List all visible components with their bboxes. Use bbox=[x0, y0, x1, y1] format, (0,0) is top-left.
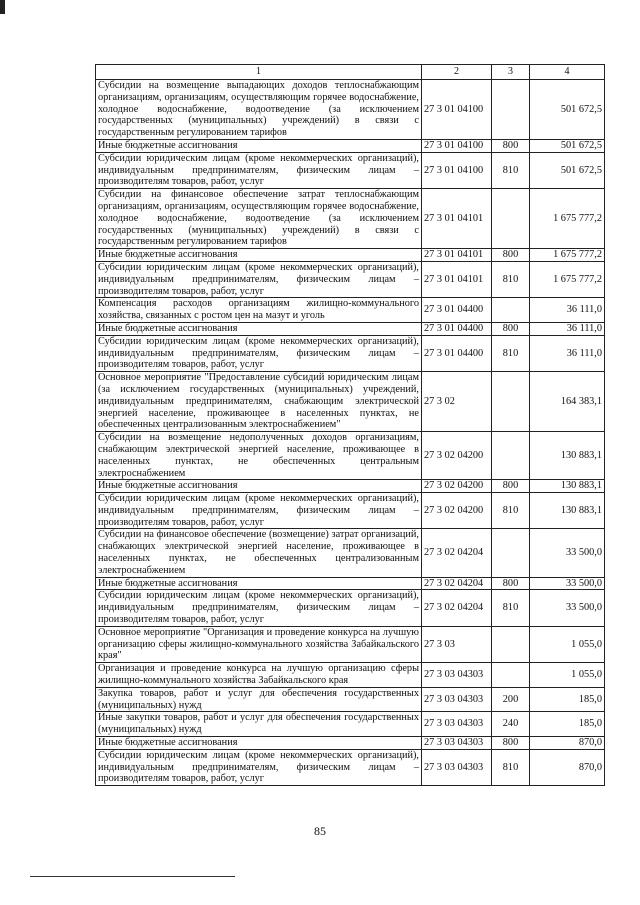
row-amount-cell: 185,0 bbox=[530, 712, 605, 737]
table-row bbox=[96, 529, 605, 577]
row-name-cell: Основное мероприятие "Предоставление субсидий юридическим лицам (за исключением государственных (муниципальных) учреждений, индивидуальным предпринимателям, снабжающим электрической энергией население, проживающее в населенных пунктах, не обеспеченных централизованным электроснабжением" bbox=[96, 372, 422, 432]
table-row bbox=[96, 152, 605, 188]
table-row bbox=[96, 432, 605, 480]
row-code-cell: 27 3 01 04400 bbox=[422, 322, 492, 335]
row-code-cell: 27 3 01 04101 bbox=[422, 249, 492, 262]
header-col-name: 1 bbox=[96, 65, 422, 80]
row-expense-type-cell: 810 bbox=[492, 261, 530, 297]
row-name-cell: Субсидии юридическим лицам (кроме некоммерческих организаций), индивидуальным предпринимателям, физическим лицам – производителям товаров, работ, услуг bbox=[96, 749, 422, 785]
row-expense-type-cell: 800 bbox=[492, 737, 530, 750]
table-row bbox=[96, 322, 605, 335]
row-expense-type-cell: 800 bbox=[492, 139, 530, 152]
row-name-cell: Субсидии юридическим лицам (кроме некоммерческих организаций), индивидуальным предпринимателям, физическим лицам – производителям товаров, работ, услуг bbox=[96, 152, 422, 188]
table-row bbox=[96, 480, 605, 493]
row-name-cell: Иные бюджетные ассигнования bbox=[96, 139, 422, 152]
table-row bbox=[96, 80, 605, 140]
row-amount-cell: 130 883,1 bbox=[530, 480, 605, 493]
row-amount-cell: 36 111,0 bbox=[530, 298, 605, 323]
row-code-cell: 27 3 03 04303 bbox=[422, 749, 492, 785]
row-name-cell: Иные бюджетные ассигнования bbox=[96, 577, 422, 590]
row-expense-type-cell: 800 bbox=[492, 249, 530, 262]
row-code-cell: 27 3 02 04204 bbox=[422, 590, 492, 626]
table-row bbox=[96, 335, 605, 371]
row-amount-cell: 130 883,1 bbox=[530, 493, 605, 529]
header-col-expense-type: 3 bbox=[492, 65, 530, 80]
row-code-cell: 27 3 02 04204 bbox=[422, 577, 492, 590]
table-row bbox=[96, 249, 605, 262]
row-amount-cell: 130 883,1 bbox=[530, 432, 605, 480]
row-amount-cell: 870,0 bbox=[530, 737, 605, 750]
row-code-cell: 27 3 03 04303 bbox=[422, 712, 492, 737]
row-expense-type-cell: 800 bbox=[492, 322, 530, 335]
row-expense-type-cell: 810 bbox=[492, 749, 530, 785]
row-name-cell: Иные закупки товаров, работ и услуг для обеспечения государственных (муниципальных) нужд bbox=[96, 712, 422, 737]
row-expense-type-cell bbox=[492, 80, 530, 140]
row-amount-cell: 1 055,0 bbox=[530, 626, 605, 662]
page-number: 85 bbox=[314, 824, 326, 838]
footer-rule bbox=[30, 876, 235, 877]
row-name-cell: Субсидии юридическим лицам (кроме некоммерческих организаций), индивидуальным предпринимателям, физическим лицам – производителям товаров, работ, услуг bbox=[96, 493, 422, 529]
row-code-cell: 27 3 03 04303 bbox=[422, 663, 492, 688]
table-row bbox=[96, 663, 605, 688]
row-amount-cell: 1 675 777,2 bbox=[530, 249, 605, 262]
row-amount-cell: 185,0 bbox=[530, 687, 605, 712]
row-expense-type-cell: 800 bbox=[492, 480, 530, 493]
row-code-cell: 27 3 01 04400 bbox=[422, 298, 492, 323]
row-expense-type-cell: 200 bbox=[492, 687, 530, 712]
row-code-cell: 27 3 02 04200 bbox=[422, 493, 492, 529]
row-code-cell: 27 3 01 04400 bbox=[422, 335, 492, 371]
table-row bbox=[96, 261, 605, 297]
row-name-cell: Иные бюджетные ассигнования bbox=[96, 737, 422, 750]
row-amount-cell: 870,0 bbox=[530, 749, 605, 785]
row-amount-cell: 1 055,0 bbox=[530, 663, 605, 688]
row-amount-cell: 501 672,5 bbox=[530, 152, 605, 188]
table-row bbox=[96, 298, 605, 323]
scan-edge-mark bbox=[0, 0, 5, 14]
row-code-cell: 27 3 03 bbox=[422, 626, 492, 662]
row-name-cell: Закупка товаров, работ и услуг для обеспечения государственных (муниципальных) нужд bbox=[96, 687, 422, 712]
row-name-cell: Субсидии на возмещение недополученных доходов организациям, снабжающим электрической энергией население, проживающее в населенных пунктах, не обеспеченных центральным электроснабжением bbox=[96, 432, 422, 480]
row-name-cell: Иные бюджетные ассигнования bbox=[96, 322, 422, 335]
row-amount-cell: 1 675 777,2 bbox=[530, 189, 605, 249]
row-name-cell: Организация и проведение конкурса на лучшую организацию сферы жилищно-коммунального хозяйства Забайкальского края bbox=[96, 663, 422, 688]
row-name-cell: Иные бюджетные ассигнования bbox=[96, 480, 422, 493]
row-name-cell: Субсидии на финансовое обеспечение (возмещение) затрат организаций, снабжающих электрической энергией население, проживающее в населенных пунктах, не обеспеченных централизованным электроснабжением bbox=[96, 529, 422, 577]
row-expense-type-cell bbox=[492, 298, 530, 323]
table-row bbox=[96, 626, 605, 662]
row-code-cell: 27 3 01 04100 bbox=[422, 80, 492, 140]
budget-table bbox=[95, 64, 605, 786]
row-name-cell: Субсидии юридическим лицам (кроме некоммерческих организаций), индивидуальным предпринимателям, физическим лицам – производителям товаров, работ, услуг bbox=[96, 261, 422, 297]
row-amount-cell: 33 500,0 bbox=[530, 590, 605, 626]
row-name-cell: Субсидии на финансовое обеспечение затрат теплоснабжающим организациям, организациям, осуществляющим горячее водоснабжение, холодное водоснабжение, водоотведение (за исключением государственных (муниципальных) учреждений) в связи с государственным регулированием тарифов bbox=[96, 189, 422, 249]
row-name-cell: Субсидии юридическим лицам (кроме некоммерческих организаций), индивидуальным предпринимателям, физическим лицам – производителям товаров, работ, услуг bbox=[96, 590, 422, 626]
row-expense-type-cell: 240 bbox=[492, 712, 530, 737]
row-name-cell: Основное мероприятие "Организация и проведение конкурса на лучшую организацию сферы жилищно-коммунального хозяйства Забайкальского края" bbox=[96, 626, 422, 662]
row-amount-cell: 501 672,5 bbox=[530, 80, 605, 140]
table-row bbox=[96, 687, 605, 712]
table-row bbox=[96, 189, 605, 249]
row-expense-type-cell bbox=[492, 663, 530, 688]
row-name-cell: Компенсация расходов организациям жилищно-коммунального хозяйства, связанных с ростом цен на мазут и уголь bbox=[96, 298, 422, 323]
row-code-cell: 27 3 01 04100 bbox=[422, 152, 492, 188]
row-code-cell: 27 3 03 04303 bbox=[422, 687, 492, 712]
row-name-cell: Иные бюджетные ассигнования bbox=[96, 249, 422, 262]
row-amount-cell: 501 672,5 bbox=[530, 139, 605, 152]
row-expense-type-cell: 800 bbox=[492, 577, 530, 590]
row-amount-cell: 33 500,0 bbox=[530, 529, 605, 577]
row-amount-cell: 36 111,0 bbox=[530, 335, 605, 371]
table-row bbox=[96, 737, 605, 750]
row-code-cell: 27 3 02 04200 bbox=[422, 480, 492, 493]
row-expense-type-cell: 810 bbox=[492, 590, 530, 626]
row-code-cell: 27 3 02 bbox=[422, 372, 492, 432]
row-amount-cell: 36 111,0 bbox=[530, 322, 605, 335]
header-row bbox=[96, 65, 605, 80]
row-amount-cell: 33 500,0 bbox=[530, 577, 605, 590]
row-amount-cell: 164 383,1 bbox=[530, 372, 605, 432]
row-code-cell: 27 3 03 04303 bbox=[422, 737, 492, 750]
header-col-amount: 4 bbox=[530, 65, 605, 80]
row-name-cell: Субсидии на возмещение выпадающих доходов теплоснабжающим организациям, организациям, осуществляющим горячее водоснабжение, холодное водоснабжение, водоотведение (за исключением государственных (муниципальных) учреждений) в связи с государственным регулированием тарифов bbox=[96, 80, 422, 140]
row-code-cell: 27 3 02 04204 bbox=[422, 529, 492, 577]
table-row bbox=[96, 590, 605, 626]
table-row bbox=[96, 139, 605, 152]
row-amount-cell: 1 675 777,2 bbox=[530, 261, 605, 297]
row-expense-type-cell bbox=[492, 372, 530, 432]
row-expense-type-cell: 810 bbox=[492, 493, 530, 529]
row-code-cell: 27 3 01 04101 bbox=[422, 261, 492, 297]
row-expense-type-cell: 810 bbox=[492, 152, 530, 188]
row-expense-type-cell bbox=[492, 529, 530, 577]
row-code-cell: 27 3 02 04200 bbox=[422, 432, 492, 480]
table-row bbox=[96, 372, 605, 432]
row-code-cell: 27 3 01 04100 bbox=[422, 139, 492, 152]
budget-table-body bbox=[96, 65, 605, 786]
table-row bbox=[96, 749, 605, 785]
table-row bbox=[96, 577, 605, 590]
row-expense-type-cell bbox=[492, 432, 530, 480]
row-expense-type-cell bbox=[492, 626, 530, 662]
row-code-cell: 27 3 01 04101 bbox=[422, 189, 492, 249]
table-row bbox=[96, 712, 605, 737]
header-col-code: 2 bbox=[422, 65, 492, 80]
row-expense-type-cell: 810 bbox=[492, 335, 530, 371]
table-row bbox=[96, 493, 605, 529]
row-expense-type-cell bbox=[492, 189, 530, 249]
row-name-cell: Субсидии юридическим лицам (кроме некоммерческих организаций), индивидуальным предпринимателям, физическим лицам – производителям товаров, работ, услуг bbox=[96, 335, 422, 371]
